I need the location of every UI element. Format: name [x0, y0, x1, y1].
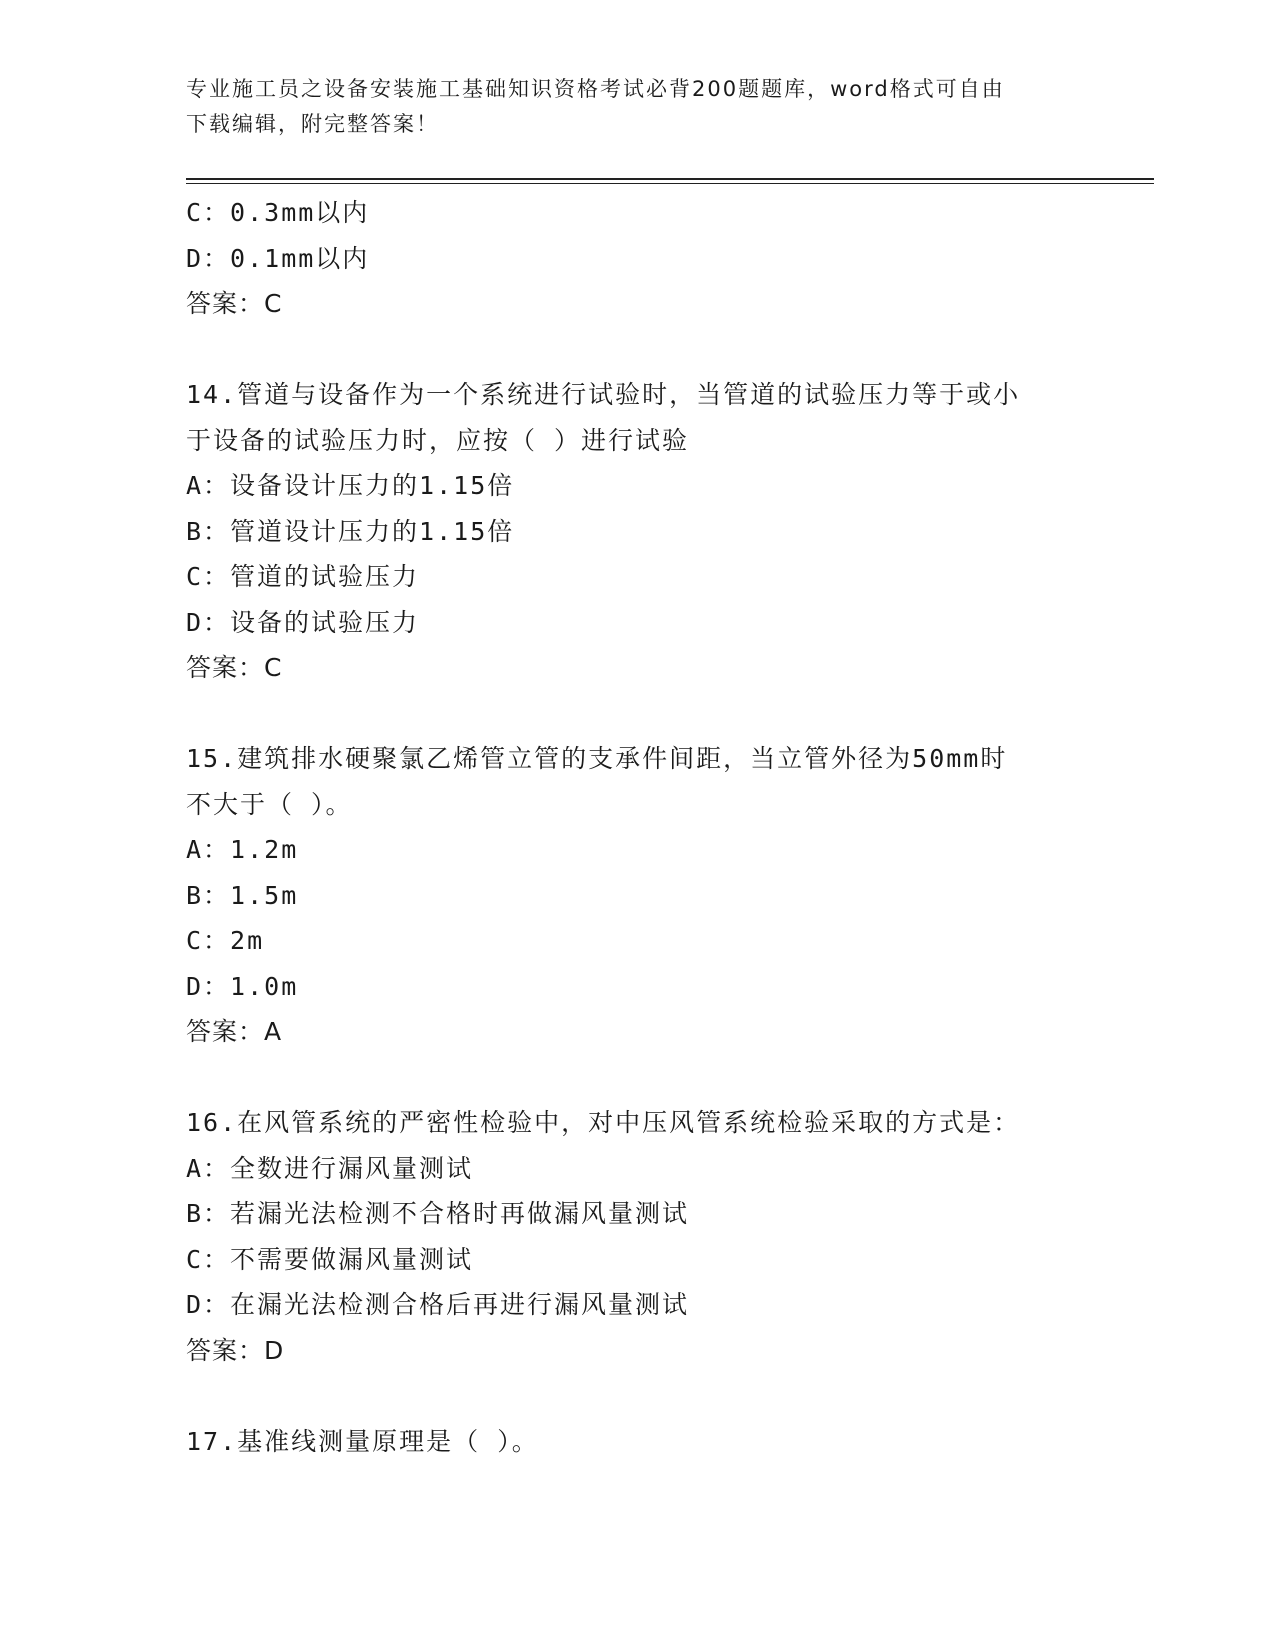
spacer — [186, 1373, 1086, 1419]
question-stem: 16.在风管系统的严密性检验中，对中压风管系统检验采取的方式是： — [186, 1108, 1021, 1137]
question-stem-continued: 不大于（ ）。 — [186, 789, 353, 819]
answer: 答案：C — [186, 289, 283, 318]
answer: 答案：D — [186, 1335, 285, 1365]
option-a: A：设备设计压力的1.15倍 — [186, 471, 515, 500]
question-13-continued — [186, 190, 1086, 327]
question-stem: 15.建筑排水硬聚氯乙烯管立管的支承件间距，当立管外径为50mm时 — [186, 744, 1008, 773]
option-c: C：不需要做漏风量测试 — [186, 1244, 474, 1274]
spacer — [186, 691, 1086, 737]
question-list — [186, 190, 1086, 1464]
header-divider-thick — [186, 178, 1154, 180]
question-stem-continued: 于设备的试验压力时，应按（ ）进行试验 — [186, 425, 690, 455]
header-title-line-2: 下载编辑，附完整答案！ — [186, 112, 439, 136]
option-d: D：0.1mm以内 — [186, 243, 370, 273]
option-a: A：1.2m — [186, 835, 299, 864]
option-b: B：若漏光法检测不合格时再做漏风量测试 — [186, 1199, 690, 1228]
answer: 答案：C — [186, 653, 283, 682]
header-divider-thin — [186, 183, 1154, 184]
question-15 — [186, 736, 1086, 1055]
option-c: C：2m — [186, 926, 265, 955]
option-d: D：在漏光法检测合格后再进行漏风量测试 — [186, 1290, 690, 1319]
option-a: A：全数进行漏风量测试 — [186, 1153, 474, 1183]
question-stem: 17.基准线测量原理是（ ）。 — [186, 1426, 539, 1456]
question-17 — [186, 1419, 1086, 1465]
option-d: D：设备的试验压力 — [186, 607, 420, 637]
option-b: B：1.5m — [186, 880, 299, 910]
question-14 — [186, 372, 1086, 691]
option-d: D：1.0m — [186, 971, 299, 1001]
spacer — [186, 1055, 1086, 1101]
question-16 — [186, 1100, 1086, 1373]
answer: 答案：A — [186, 1017, 283, 1046]
option-c: C：0.3mm以内 — [186, 198, 370, 227]
document-header — [186, 72, 1066, 142]
option-c: C：管道的试验压力 — [186, 562, 420, 591]
option-b: B：管道设计压力的1.15倍 — [186, 516, 515, 546]
question-stem: 14.管道与设备作为一个系统进行试验时，当管道的试验压力等于或小 — [186, 380, 1021, 409]
spacer — [186, 327, 1086, 373]
header-title-line-1: 专业施工员之设备安装施工基础知识资格考试必背200题题库，word格式可自由 — [186, 77, 1005, 101]
